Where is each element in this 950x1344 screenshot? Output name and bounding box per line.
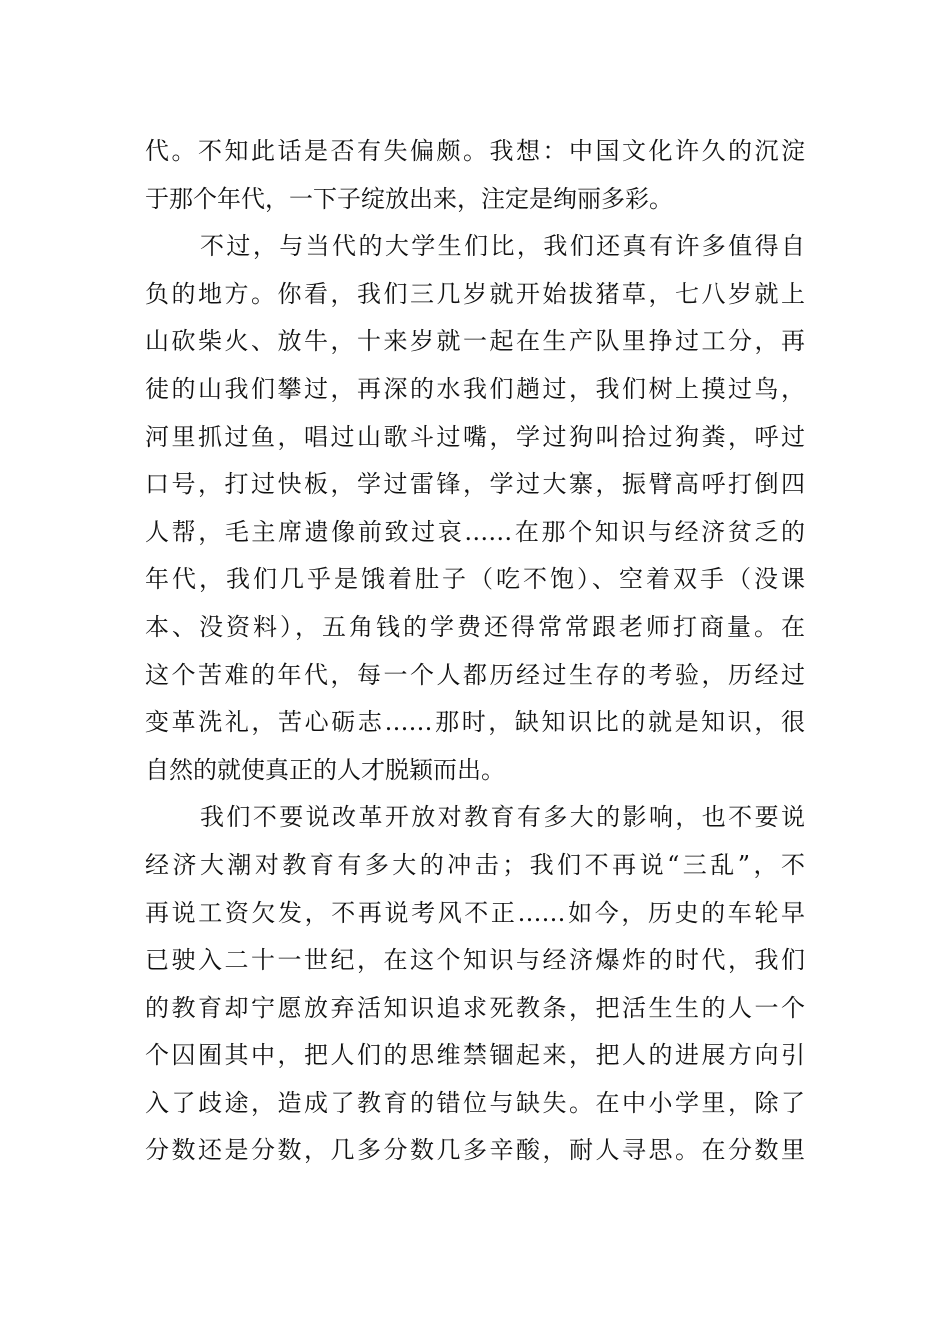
paragraph-start-line: 我们不要说改革开放对教育有多大的影响，也不要说	[200, 803, 805, 832]
text-line: 代。不知此话是否有失偏颇。我想：中国文化许久的沉淀	[145, 137, 805, 165]
text-line: 人帮，毛主席遗像前致过哀……在那个知识与经济贫乏的	[145, 517, 805, 546]
body-text	[145, 128, 805, 1175]
text-line: 再说工资欠发，不再说考风不正……如今，历史的车轮早	[145, 898, 805, 927]
paragraph-end-line: 自然的就使真正的人才脱颖而出。	[145, 755, 505, 784]
paragraph-end-line: 于那个年代，一下子绽放出来，注定是绚丽多彩。	[145, 184, 673, 213]
text-line: 口号，打过快板，学过雷锋，学过大寨，振臂高呼打倒四	[145, 470, 805, 499]
text-line: 入了歧途，造成了教育的错位与缺失。在中小学里，除了	[145, 1088, 805, 1117]
text-line: 个囚囿其中，把人们的思维禁锢起来，把人的进展方向引	[145, 1041, 805, 1070]
paragraph-start-line: 不过，与当代的大学生们比，我们还真有许多值得自	[200, 232, 805, 261]
text-line: 山砍柴火、放牛，十来岁就一起在生产队里挣过工分，再	[145, 327, 805, 356]
text-line: 已驶入二十一世纪，在这个知识与经济爆炸的时代，我们	[145, 946, 805, 975]
text-line: 负的地方。你看，我们三几岁就开始拔猪草，七八岁就上	[145, 279, 805, 308]
text-line: 变革洗礼，苦心砺志……那时，缺知识比的就是知识，很	[145, 708, 805, 737]
text-line: 河里抓过鱼，唱过山歌斗过嘴，学过狗叫拾过狗粪，呼过	[145, 422, 805, 451]
text-line: 年代，我们几乎是饿着肚子（吃不饱）、空着双手（没课	[145, 565, 805, 594]
text-line: 徒的山我们攀过，再深的水我们趟过，我们树上摸过鸟，	[145, 374, 805, 403]
text-line: 分数还是分数，几多分数几多辛酸，耐人寻思。在分数里	[145, 1136, 805, 1165]
text-line: 的教育却宁愿放弃活知识追求死教条，把活生生的人一个	[145, 993, 805, 1022]
text-line: 本、没资料），五角钱的学费还得常常跟老师打商量。在	[145, 612, 805, 641]
text-line: 这个苦难的年代，每一个人都历经过生存的考验，历经过	[145, 660, 805, 689]
text-line: 经济大潮对教育有多大的冲击；我们不再说“三乱”，不	[145, 850, 805, 879]
